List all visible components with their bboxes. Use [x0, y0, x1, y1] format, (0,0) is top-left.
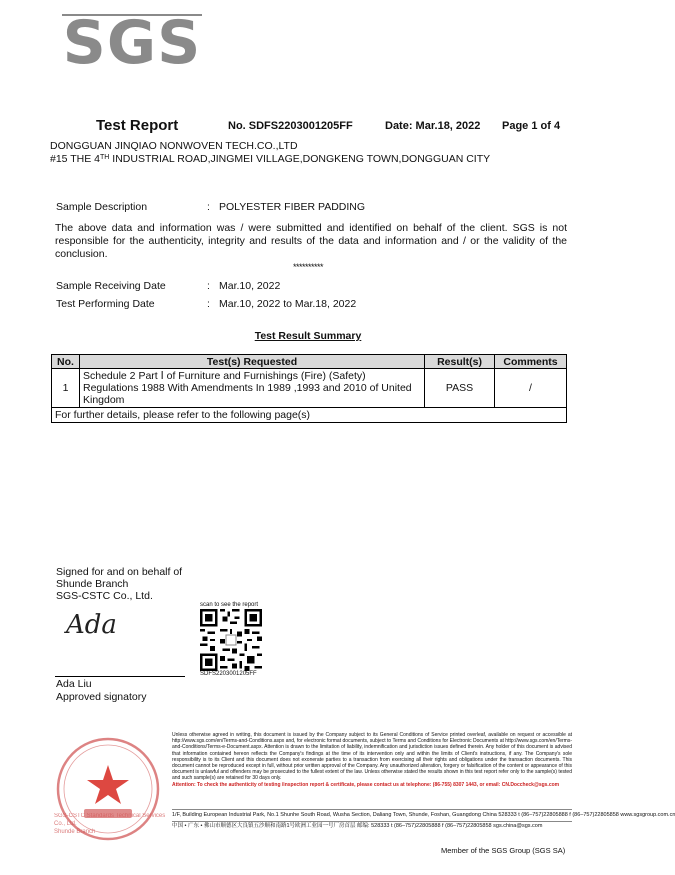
- table-footer-row: [52, 408, 567, 423]
- legal-text: Unless otherwise agreed in writing, this document is issued by the Company subject to its General Conditions of Service printed overleaf, available on request or accessible at http://www.sgs.com/en/Terms-and-Conditions.aspx and, for electronic format documents, subject to Terms and Conditions for Electronic Documents at http://www.sgs.com/en/Terms-and-Conditions/Terms-e-Document.aspx. Attention is drawn to the limitation of liability, indemnification and jurisdiction issues defined therein. Any holder of this document is advised that information contained hereon reflects the Company's findings at the time of its intervention only and within the limits of Client's instructions, if any. The Company's sole responsibility is to its Client and this document does not exonerate parties to a transaction from exercising all their rights and obligations under the transaction documents. This document cannot be reproduced except in full, without prior written approval of the Company. Any unauthorized alteration, forgery or falsification of the content or appearance of this document is unlawful and offenders may be prosecuted to the fullest extent of the law. Unless otherwise stated the results shown in this test report refer only to the sample(s) tested and such sample(s) are retained for 30 days only.: [172, 732, 572, 782]
- report-number: No. SDFS2203001205FF: [228, 120, 353, 132]
- receiving-date-value: Mar.10, 2022: [219, 280, 281, 292]
- client-address-suffix: INDUSTRIAL ROAD,JINGMEI VILLAGE,DONGKENG TOWN,DONGGUAN CITY: [109, 153, 491, 165]
- legal-terms: [172, 732, 572, 788]
- header-results: Result(s): [425, 355, 495, 369]
- cell-comment: /: [495, 369, 567, 408]
- client-address-sup: TH: [100, 154, 110, 161]
- signer-title: Approved signatory: [56, 691, 147, 703]
- performing-date-label: Test Performing Date: [56, 298, 155, 310]
- footer-divider-2: [172, 821, 572, 822]
- address-chinese: 中国 • 广东 • 佛山市顺德区大良镇五沙顺和南路1号欧洲工业园一号厂房首层 邮编: 528333 t (86–757)22805888 f (86–757)22805858 sgs.china@sgs.com: [172, 823, 543, 829]
- sample-description-colon: :: [207, 201, 210, 213]
- authenticity-notice: Attention: To check the authenticity of testing /inspection report & certificate, please contact us at telephone: (86-755) 8307 1443, or email: CN.Doccheck@sgs.com: [172, 781, 560, 788]
- receiving-date-label: Sample Receiving Date: [56, 280, 166, 292]
- cell-no: 1: [52, 369, 80, 408]
- qr-caption: scan to see the report: [200, 602, 259, 608]
- result-summary-table: [51, 354, 567, 423]
- cell-test-line2: Regulations 1988 With Amendments In 1989 ,1993 and 2010 of United: [82, 382, 412, 394]
- summary-title: Test Result Summary: [254, 330, 362, 342]
- stamp-line-2: Shunde Branch: [54, 829, 96, 835]
- cell-result: PASS: [425, 369, 495, 408]
- cell-test: [79, 369, 424, 408]
- signed-line-1: Signed for and on behalf of: [56, 566, 183, 578]
- performing-date-value: Mar.10, 2022 to Mar.18, 2022: [219, 298, 357, 310]
- stamp-caption: [54, 812, 174, 836]
- client-address-prefix: #15 THE 4: [50, 153, 101, 165]
- cell-test-line3: Kingdom: [82, 394, 125, 406]
- header-comments: Comments: [495, 355, 567, 369]
- table-header-row: [52, 355, 567, 369]
- stamp-line-1: SGS-CSTC Standards Technical Services Co., Ltd.: [54, 813, 166, 827]
- signer-block: [56, 678, 146, 704]
- client-address: [50, 153, 490, 166]
- logo-text: SGS: [62, 8, 202, 78]
- report-title: Test Report: [96, 117, 179, 134]
- separator-stars: **********: [292, 262, 324, 272]
- footer-divider-1: [172, 809, 572, 810]
- disclaimer-text: The above data and information was / were submitted and identified on behalf of the client. SGS is not responsible for the authenticity, integrity and results of the data and information and / or the validity of the conclusion.: [55, 222, 567, 260]
- header-tests: Test(s) Requested: [79, 355, 424, 369]
- signature-line: [55, 676, 185, 677]
- table-footer-note: For further details, please refer to the following page(s): [52, 408, 567, 423]
- sgs-group-member: Member of the SGS Group (SGS SA): [441, 846, 566, 855]
- signed-line-3: SGS-CSTC Co., Ltd.: [56, 590, 153, 602]
- qr-report-id: SDFS2203001205FF: [200, 671, 257, 677]
- client-name: DONGGUAN JINQIAO NONWOVEN TECH.CO.,LTD: [50, 140, 298, 152]
- header-no: No.: [52, 355, 80, 369]
- signed-line-2: Shunde Branch: [56, 578, 129, 590]
- sample-description-label: Sample Description: [56, 201, 148, 213]
- table-row: [52, 369, 567, 408]
- cell-test-line1: Schedule 2 Part Ⅰ of Furniture and Furnishings (Fire) (Safety): [82, 370, 366, 382]
- page-indicator: Page 1 of 4: [502, 120, 561, 132]
- performing-date-colon: :: [207, 298, 210, 310]
- signer-name: Ada Liu: [56, 678, 92, 690]
- qr-code-icon[interactable]: [200, 609, 262, 671]
- client-info: [50, 140, 490, 166]
- sample-description-value: POLYESTER FIBER PADDING: [219, 201, 366, 213]
- signed-for-block: [56, 566, 182, 602]
- sgs-logo: [62, 8, 202, 78]
- report-date: Date: Mar.18, 2022: [385, 120, 481, 132]
- address-english: 1/F, Building European Industrial Park, No.1 Shunhe South Road, Wusha Section, Daliang Town, Shunde, Foshan, Guangdong China 528333 t (86–757)22805888 f (86–757)22805858 www.sgsgroup.com.cn: [172, 812, 675, 818]
- handwritten-signature: Ada: [66, 610, 117, 640]
- receiving-date-colon: :: [207, 280, 210, 292]
